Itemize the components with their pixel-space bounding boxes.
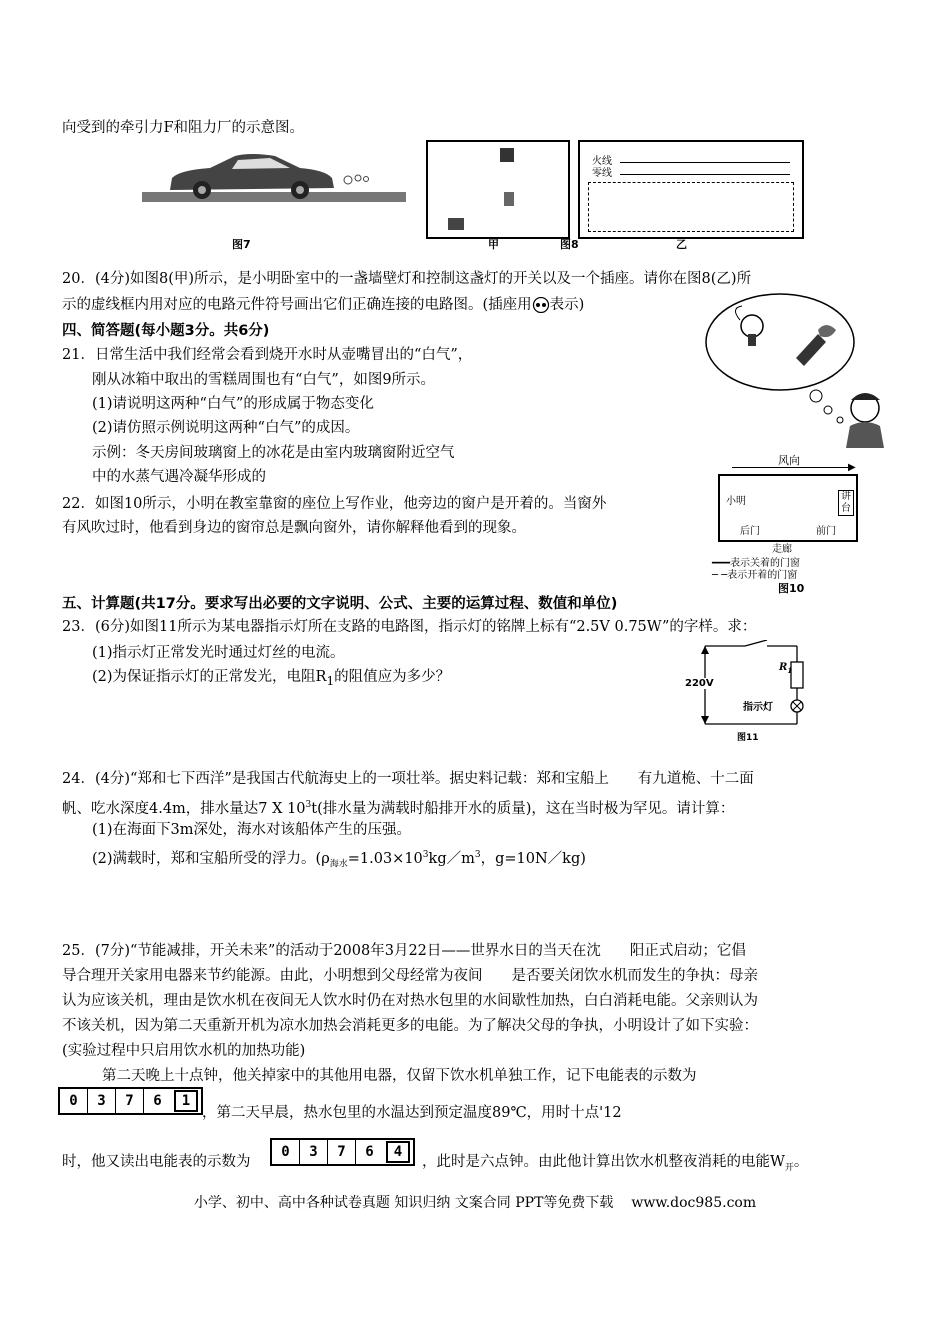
- q20-line2-b: 表示): [549, 297, 585, 313]
- lamp-label: 指示灯: [743, 702, 773, 713]
- q24-line2-b: t(排水量为满载时船排开水的质量)，这在当时极为罕见。请计算：: [311, 800, 735, 817]
- switch-icon: [504, 192, 514, 206]
- q21-line4: (2)请仿照示例说明这两种“白气”的成因。: [92, 420, 360, 436]
- q20-line2-a: 示的虚线框内用对应的电路元件符号画出它们正确连接的电路图。(插座用: [62, 297, 532, 313]
- q23-line2: (1)指示灯正常发光时通过灯丝的电流。: [92, 645, 345, 661]
- q25-line7: ，第二天早晨，热水包里的水温达到预定温度89℃，用时十点'12: [202, 1105, 622, 1121]
- q20-line1: 20．(4分)如图8(甲)所示，是小明卧室中的一盏墙壁灯和控制这盏灯的开关以及一个插座。请你在图8(乙)所: [62, 271, 752, 287]
- figure-10: [712, 452, 872, 595]
- resistor-label-text: R: [779, 662, 788, 673]
- fig8-jia-label: 甲: [488, 238, 499, 251]
- meter1-digit: 7: [116, 1089, 144, 1113]
- xiaoming-label: 小明: [726, 496, 746, 507]
- fig8-jia-box: [426, 140, 570, 239]
- q25-line8-b: ，此时是六点钟。由此他计算出饮水机整夜消耗的电能W: [422, 1154, 785, 1170]
- q25-line2: 导合理开关家用电器来节约能源。由此，小明想到父母经常为夜间 是否要关闭饮水机而发生的争执：母亲: [62, 968, 758, 984]
- legend-closed-text: 表示关着的门窗: [730, 558, 801, 569]
- fig8-caption: 图8: [560, 238, 579, 251]
- figure-11: [685, 640, 815, 743]
- q24-line4-sub: 海水: [329, 859, 348, 870]
- dashed-frame: [588, 182, 794, 232]
- energy-meter-reading-2: [270, 1138, 415, 1166]
- neutral-wire-line: [620, 174, 790, 175]
- page-footer: [0, 1192, 950, 1212]
- q23-line1: 23．(6分)如图11所示为某电器指示灯所在支路的电路图，指示灯的铭牌上标有“2.5V 0.75W”的字样。求：: [62, 619, 757, 635]
- footer-text: 小学、初中、高中各种试卷真题 知识归纳 文案合同 PPT等免费下载: [193, 1195, 614, 1211]
- q24-line2-sup: 3: [305, 800, 312, 810]
- footer-link[interactable]: www.doc985.com: [631, 1195, 757, 1211]
- q24-line4-sup2: 3: [474, 850, 481, 860]
- meter1-digit: 0: [60, 1089, 88, 1113]
- neutral-wire-label: 零线: [592, 168, 612, 179]
- q25-line3: 认为应该关机，理由是饮水机在夜间无人饮水时仍在对热水包里的水间歇性加热，白白消耗电能。父亲则认为: [62, 993, 758, 1009]
- q25-line8-c: 。: [793, 1154, 809, 1170]
- q25-line8-sub: 开: [784, 1162, 794, 1173]
- q25-line8-a: 时，他又读出电能表的示数为: [62, 1154, 251, 1170]
- q21-line1: 21．日常生活中我们经常会看到烧开水时从壶嘴冒出的“白气”，: [62, 347, 473, 363]
- q25-line6: 第二天晚上十点钟，他关掉家中的其他用电器，仅留下饮水机单独工作，记下电能表的示数为: [102, 1068, 697, 1084]
- meter2-decimal-digit: 4: [386, 1141, 410, 1163]
- socket-icon: [448, 218, 464, 230]
- podium-char-2: 台: [841, 503, 851, 514]
- q24-line4-sup1: 3: [422, 850, 429, 860]
- meter1-digit: 6: [153, 1093, 162, 1109]
- thought-bubble-drawing: [700, 290, 885, 448]
- fig10-caption: 图10: [778, 582, 805, 595]
- figure-8: [426, 140, 806, 250]
- q24-line4: [92, 845, 922, 875]
- meter2-digit: 7: [328, 1140, 356, 1164]
- fig8-yi-label: 乙: [676, 238, 687, 251]
- q24-line4-a: (2)满载时，郑和宝船所受的浮力。(ρ: [92, 850, 330, 867]
- q25-line1: 25．(7分)“节能减排，开关未来”的活动于2008年3月22日——世界水日的当天在沈 阳正式启动；它倡: [62, 943, 746, 959]
- back-door-label: 后门: [740, 526, 760, 537]
- q23-line3-a: (2)为保证指示灯的正常发光，电阻R: [92, 669, 327, 685]
- wind-label: 风向: [778, 454, 800, 467]
- q23-line3-b: 的阻值应为多少？: [334, 669, 451, 685]
- legend-closed: ━━━表示关着的门窗: [712, 558, 801, 569]
- q24-line2-a: 帆、吃水深度4.4m，排水量达7 X 10: [62, 800, 306, 817]
- section-5-heading: 五、计算题(共17分。要求写出必要的文字说明、公式、主要的运算过程、数值和单位): [62, 596, 618, 612]
- q21-line5: 示例：冬天房间玻璃窗上的冰花是由室内玻璃窗附近空气: [92, 445, 455, 461]
- resistor-label-sub: 1: [787, 666, 793, 675]
- legend-open-text: 表示开着的门窗: [727, 570, 798, 581]
- section-4-heading: 四、简答题(每小题3分。共6分): [62, 323, 270, 339]
- meter2-digit: 0: [272, 1140, 300, 1164]
- car-drawing: [140, 148, 410, 248]
- meter1-decimal-digit: 1: [174, 1090, 198, 1112]
- wind-arrow-head-icon: ▶: [848, 462, 856, 473]
- classroom-box: [718, 474, 858, 542]
- wind-arrow: [732, 467, 852, 468]
- q21-line2: 刚从冰箱中取出的雪糕周围也有“白气”，如图9所示。: [92, 372, 436, 388]
- fig8-yi-box: [578, 140, 804, 239]
- q23-line3-sub: 1: [326, 673, 335, 688]
- corridor-label: 走廊: [772, 544, 792, 555]
- q22-line2: 有风吹过时，他看到身边的窗帘总是飘向窗外，请你解释他看到的现象。: [62, 520, 526, 536]
- podium-char-1: 讲: [841, 491, 851, 502]
- meter2-digit: 6: [365, 1144, 374, 1160]
- fire-wire-label: 火线: [592, 156, 612, 167]
- fire-wire-line: [620, 162, 790, 163]
- q22-line1: 22．如图10所示，小明在教室靠窗的座位上写作业，他旁边的窗户是开着的。当窗外: [62, 496, 607, 512]
- figure-9: [700, 290, 885, 448]
- podium: [838, 490, 854, 516]
- front-door-label: 前门: [816, 526, 836, 537]
- meter1-digit: 3: [88, 1089, 116, 1113]
- q25-line4: 不该关机，因为第二天重新开机为凉水加热会消耗更多的电能。为了解决父母的争执，小明设计了如下实验：: [62, 1018, 758, 1034]
- q24-line4-b: =1.03×10: [347, 850, 423, 867]
- q21-line6: 中的水蒸气遇冷凝华形成的: [92, 469, 266, 485]
- q21-line3: (1)请说明这两种“白气”的形成属于物态变化: [92, 396, 374, 412]
- voltage-label: 220V: [685, 678, 714, 689]
- legend-open: ─ ─表示开着的门窗: [712, 570, 798, 581]
- q24-line4-d: ，g=10N／kg): [480, 850, 586, 867]
- fig7-caption: 图7: [232, 238, 251, 251]
- q25-line8-rest: [422, 1152, 808, 1178]
- resistor-label: [779, 662, 792, 675]
- meter2-digit: 3: [300, 1140, 328, 1164]
- q25-line5: (实验过程中只启用饮水机的加热功能): [62, 1043, 306, 1059]
- intro-line: 向受到的牵引力F和阻力厂的示意图。: [62, 120, 305, 136]
- fig11-caption: 图11: [737, 733, 759, 743]
- socket-symbol-icon: [532, 297, 550, 313]
- wall-lamp-icon: [500, 148, 514, 162]
- q24-line1: 24．(4分)“郑和七下西洋”是我国古代航海史上的一项壮举。据史料记载：郑和宝船上 有九道桅、十二面: [62, 771, 754, 787]
- energy-meter-reading-1: [58, 1087, 203, 1115]
- q24-line4-c: kg／m: [428, 850, 475, 867]
- q24-line3: (1)在海面下3m深处，海水对该船体产生的压强。: [92, 822, 412, 838]
- figure-7: [140, 148, 410, 251]
- q24-line2: [62, 795, 892, 819]
